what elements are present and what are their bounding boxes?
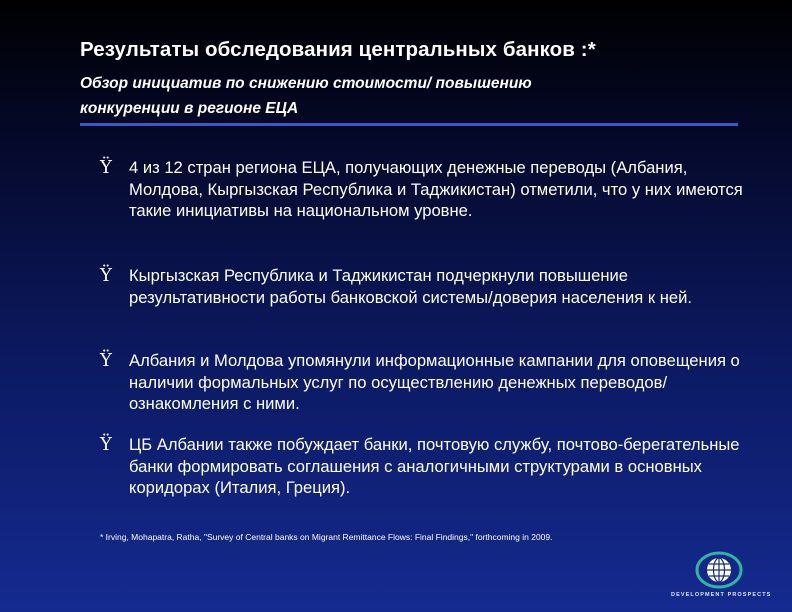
bullet-item-1 bbox=[100, 157, 750, 222]
bullet-mark: Ÿ bbox=[100, 350, 112, 371]
title-divider bbox=[80, 123, 738, 126]
bullet-mark: Ÿ bbox=[100, 265, 112, 286]
slide-subtitle bbox=[80, 71, 720, 121]
bullet-text: 4 из 12 стран региона ЕЦА, получающих денежные переводы (Албания, Молдова, Кыргызская Республика и Таджикистан) отметили, что у них имеются такие инициативы на национальном уровне. bbox=[129, 158, 743, 220]
footnote: * Irving, Mohapatra, Ratha, "Survey of Central banks on Migrant Remittance Flows: Final Findings," forthcoming in 2009. bbox=[100, 532, 553, 542]
bullet-mark: Ÿ bbox=[100, 434, 112, 455]
bullet-item-3 bbox=[100, 350, 750, 415]
bullet-text: Кыргызская Республика и Таджикистан подчеркнули повышение результативности работы банковской системы/доверия населения к ней. bbox=[129, 266, 693, 307]
bullet-item-2 bbox=[100, 265, 750, 308]
bullet-item-4 bbox=[100, 434, 750, 499]
slide-title: Результаты обследования центральных банков :* bbox=[80, 38, 596, 61]
subtitle-line-2: конкуренции в регионе ЕЦА bbox=[80, 100, 299, 117]
bullet-text: ЦБ Албании также побуждает банки, почтовую службу, почтово-берегательные банки формировать соглашения с аналогичными структурами в основных коридорах (Италия, Греция). bbox=[129, 435, 740, 497]
logo-label: DEVELOPMENT PROSPECTS bbox=[671, 592, 772, 598]
subtitle-line-1: Обзор инициатив по снижению стоимости/ повышению bbox=[80, 75, 532, 92]
globe-icon bbox=[695, 551, 743, 589]
bullet-mark: Ÿ bbox=[100, 157, 112, 178]
bullet-text: Албания и Молдова упомянули информационные кампании для оповещения о наличии формальных услуг по осуществлению денежных переводов/ознакомления с ними. bbox=[129, 351, 740, 413]
